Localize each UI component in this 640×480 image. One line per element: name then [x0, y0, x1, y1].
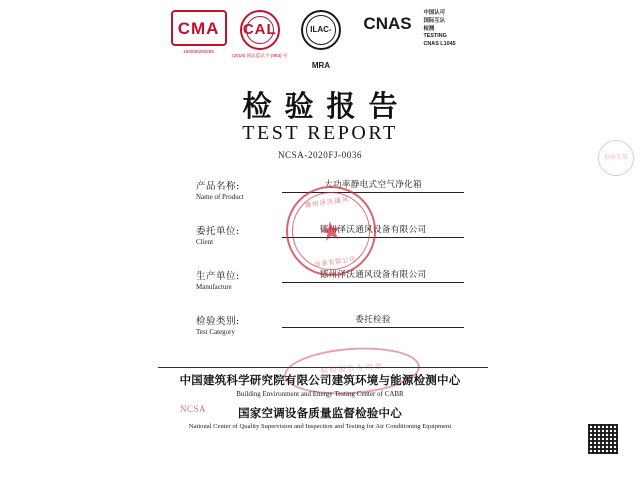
- field-label-cn: 委托单位:: [196, 226, 240, 237]
- ncsa-mark-logo: NCSA: [180, 404, 207, 414]
- certification-cal: [229, 10, 290, 59]
- field-value: 大功率静电式空气净化箱: [324, 180, 422, 190]
- field-label-en: Name of Product: [196, 193, 244, 201]
- field-label-en: Client: [196, 238, 214, 246]
- page-title-en: TEST REPORT: [242, 122, 398, 144]
- company-seal-bottom-text: 设备有限公司: [314, 255, 357, 269]
- cnas-accreditation-info: [424, 10, 488, 49]
- field-label-group: [196, 223, 282, 246]
- cnas-line-3: 检测: [423, 25, 435, 32]
- certification-cnas: [352, 10, 424, 38]
- cal-caption: (2018) 国认监认字 (983) 号: [232, 53, 288, 58]
- cal-accreditation-mark-icon: CAL: [240, 10, 280, 50]
- company-seal-top-text: 德州泽沃通风: [304, 195, 350, 210]
- side-watermark-stamp: 检验专用: [598, 140, 634, 176]
- field-label-cn: 产品名称:: [196, 181, 240, 192]
- field-label-cn: 检验类别:: [196, 316, 240, 327]
- qr-code: [588, 424, 618, 454]
- field-label-en: Test Category: [196, 328, 235, 336]
- footer-org1-en: Building Environment and Energy Testing Center of CABR: [236, 390, 404, 398]
- field-value: 德州泽沃通风设备有限公司: [319, 270, 427, 280]
- field-label-group: [196, 268, 282, 291]
- field-label-cn: 生产单位:: [196, 271, 240, 282]
- field-label-en: Manufacture: [196, 283, 232, 291]
- footer-org2-cn: 国家空调设备质量监督检验中心: [238, 406, 402, 420]
- field-label-group: [196, 178, 282, 201]
- report-number: NCSA-2020FJ-0036: [277, 150, 363, 160]
- cnas-line-1: 中国认可: [423, 10, 446, 16]
- page-title-cn: 检验报告: [242, 89, 411, 123]
- report-seal-text: 检验报告专用章: [320, 361, 384, 376]
- footer-organizations: [0, 372, 640, 430]
- field-underline: [282, 327, 464, 328]
- field-underline: [282, 282, 464, 283]
- cnas-line-4: TESTING: [423, 33, 447, 40]
- certification-ilac: [290, 10, 351, 70]
- footer-org2-en: National Center of Quality Supervision and Inspection and Testing for Air Conditioning Equipment: [188, 423, 452, 430]
- field-label-group: [196, 313, 282, 336]
- field-value: 委托检验: [355, 315, 391, 325]
- cnas-line-5: CNAS L1045: [423, 41, 456, 48]
- company-seal-stamp: 德州泽沃通风 ★ 设备有限公司: [280, 180, 382, 282]
- cma-caption: 160008280285: [183, 49, 214, 54]
- field-value: 德州泽沃通风设备有限公司: [319, 225, 427, 235]
- certification-cma: [168, 10, 229, 55]
- cnas-logo-icon: CNAS: [363, 14, 412, 33]
- footer-org1-cn: 中国建筑科学研究院有限公司建筑环境与能源检测中心: [179, 373, 461, 387]
- cma-accreditation-mark-icon: CMA: [171, 10, 227, 46]
- footer-divider: [158, 367, 488, 368]
- ilac-mra-mark-icon: ILAC-MRA: [301, 10, 341, 50]
- cnas-line-2: 国际互认: [423, 17, 446, 24]
- certification-marks-row: [168, 10, 488, 72]
